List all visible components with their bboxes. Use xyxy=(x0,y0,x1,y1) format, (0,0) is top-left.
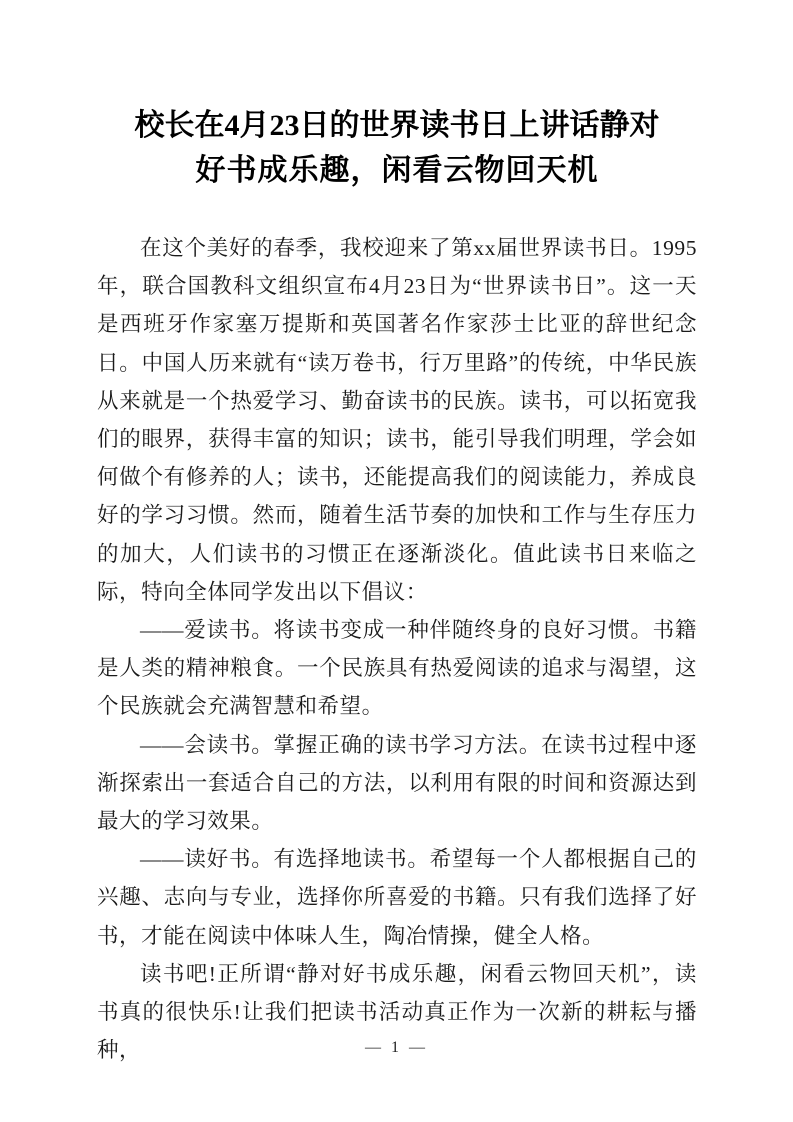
paragraph-intro: 在这个美好的春季，我校迎来了第xx届世界读书日。1995年，联合国教科文组织宣布4月23日为“世界读书日”。这一天是西班牙作家塞万提斯和英国著名作家莎士比亚的辞世纪念日。中国人历来就有“读万卷书，行万里路”的传统，中华民族从来就是一个热爱学习、勤奋读书的民族。读书，可以拓宽我们的眼界，获得丰富的知识；读书，能引导我们明理，学会如何做个有修养的人；读书，还能提高我们的阅读能力，养成良好的学习习惯。然而，随着生活节奏的加快和工作与生存压力的加大，人们读书的习惯正在逐渐淡化。值此读书日来临之际，特向全体同学发出以下倡议： xyxy=(97,236,697,604)
page-number-footer: — 1 — xyxy=(365,1039,428,1056)
paragraph-proposal-love-reading: ——爱读书。将读书变成一种伴随终身的良好习惯。书籍是人类的精神粮食。一个民族具有热爱阅读的追求与渴望，这个民族就会充满智慧和希望。 xyxy=(97,618,697,719)
document-body xyxy=(97,103,697,1069)
paragraph-closing: 读书吧!正所谓“静对好书成乐趣，闲看云物回天机”，读书真的很快乐!让我们把读书活动真正作为一次新的耕耘与播种， xyxy=(97,961,697,1063)
paragraph-proposal-read-good-books: ——读好书。有选择地读书。希望每一个人都根据自己的兴趣、志向与专业，选择你所喜爱的书籍。只有我们选择了好书，才能在阅读中体味人生，陶冶情操，健全人格。 xyxy=(97,847,697,948)
paragraph-proposal-know-reading: ——会读书。掌握正确的读书学习方法。在读书过程中逐渐探索出一套适合自己的方法，以利用有限的时间和资源达到最大的学习效果。 xyxy=(97,732,697,834)
document-paragraphs xyxy=(97,229,697,1069)
page-title-line-1: 校长在4月23日的世界读书日上讲话静对 xyxy=(134,109,660,142)
page-title xyxy=(97,103,697,193)
page-title-line-2: 好书成乐趣，闲看云物回天机 xyxy=(195,154,599,187)
